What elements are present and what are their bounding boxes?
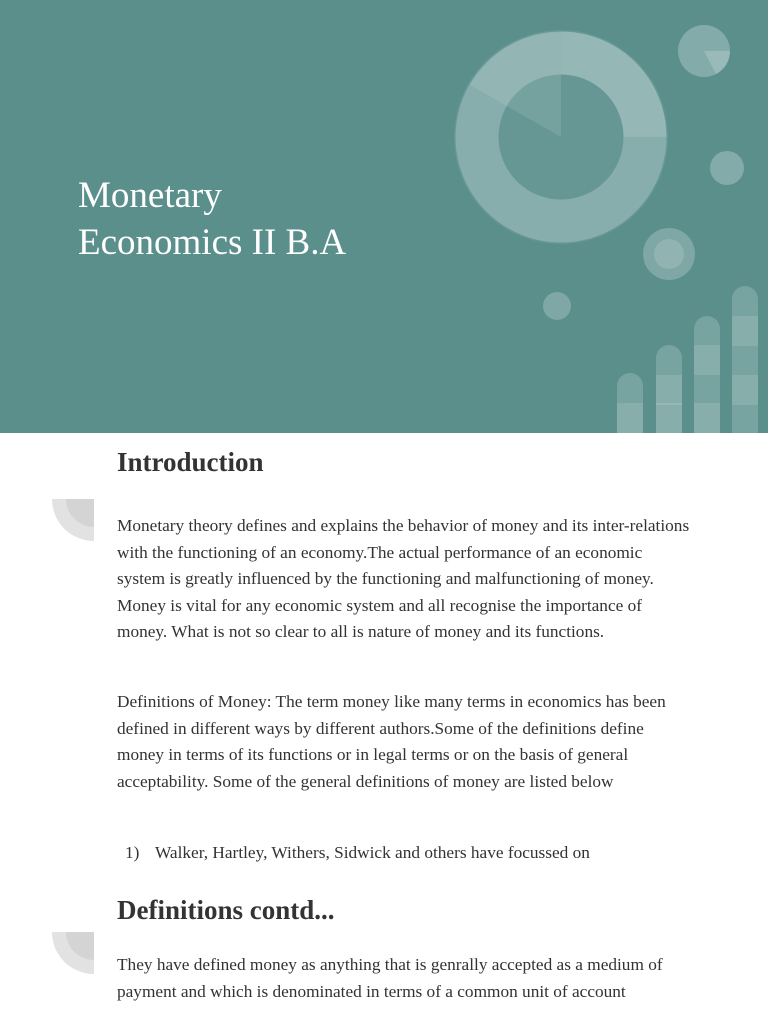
- introduction-paragraph-1: Monetary theory defines and explains the behavior of money and its inter-relations with the functioning of an economy.The actual performance of an economic system is greatly influenced by the functioning and malfunctioning of money. Money is vital for any economic system and all recognise the importance of money. What is not so clear to all is nature of money and its functions.: [117, 516, 690, 642]
- section-heading-introduction: Introduction: [117, 447, 264, 477]
- slide-title: [78, 172, 346, 266]
- section-heading-definitions: Definitions contd...: [117, 895, 335, 925]
- list-item-text: Walker, Hartley, Withers, Sidwick and others have focussed on: [155, 843, 590, 862]
- definitions-list: [117, 840, 590, 866]
- slide-title-line-1: Monetary: [78, 175, 222, 216]
- definitions-paragraph: They have defined money as anything that is genrally accepted as a medium of payment and which is denominated in terms of a common unit of account: [117, 955, 663, 1001]
- slide-title-line-2: Economics II B.A: [78, 222, 347, 263]
- list-item-number: 1): [125, 843, 140, 862]
- introduction-paragraph-2: Definitions of Money: The term money like many terms in economics has been defined in different ways by different authors.Some of the definitions define money in terms of its functions or in legal terms or on the basis of general acceptability. Some of the general definitions of money are listed below: [117, 692, 666, 791]
- document-body: [0, 433, 768, 1024]
- quarter-circle-icon: [52, 932, 96, 976]
- title-banner: [0, 0, 768, 433]
- list-item: [117, 840, 590, 866]
- quarter-circle-icon: [52, 499, 96, 543]
